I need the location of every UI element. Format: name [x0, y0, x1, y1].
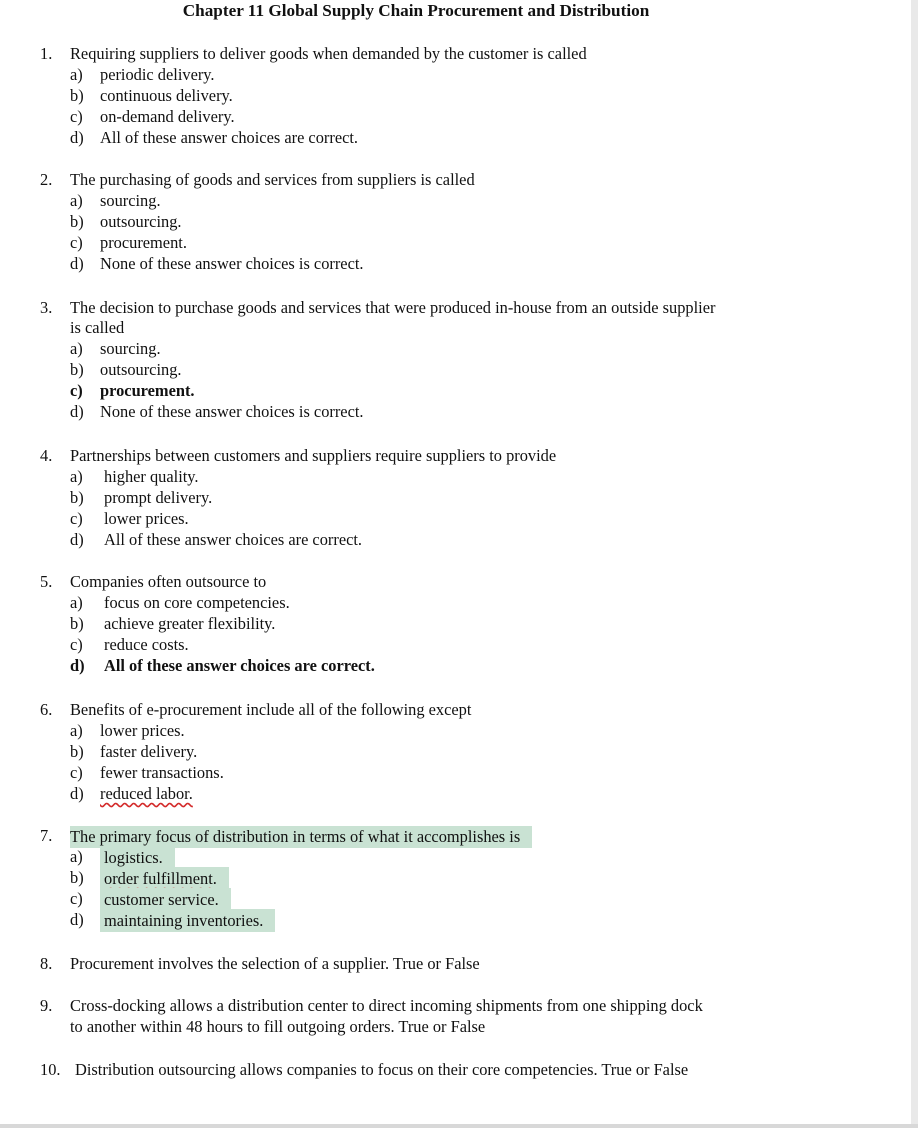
page-title: Chapter 11 Global Supply Chain Procurement and Distribution	[182, 1, 650, 20]
question-text: Requiring suppliers to deliver goods when demanded by the customer is called	[70, 44, 587, 63]
question-text-highlighted: The primary focus of distribution in terms of what it accomplishes is	[70, 826, 532, 848]
question-number: 5.	[40, 572, 53, 591]
highlighted-text: order fulfillment.	[100, 867, 229, 890]
question-text: Companies often outsource to	[70, 572, 267, 591]
question-text: Benefits of e-procurement include all of the following except	[70, 700, 472, 719]
question-number: 1.	[40, 44, 53, 63]
page-edge-right	[911, 0, 918, 1128]
question-number: 2.	[40, 170, 53, 189]
spellcheck-flagged-text: reduced labor.	[100, 784, 193, 803]
question-text: Distribution outsourcing allows companies to focus on their core competencies. True or False	[75, 1060, 689, 1079]
highlighted-text: logistics.	[100, 846, 175, 869]
document-page: Chapter 11 Global Supply Chain Procurement and Distribution 1. Requiring suppliers to deliver goods when demanded by the customer is called a) periodic delivery. b) continuous delivery. c) on-demand delivery. d) All of these answer choices are correct. 2. The purchasing of goods and services from suppliers is called a) sourcing. b) outsourcing. c) procurement. d) None of these answer choices is correct. 3. The decision to purchase goods and services that were produced in-house from an outside supplier is called a) sourcing. b) outsourcing. c) procurement. d) None of these answer choices is correct. 4. Partnerships between customers and suppliers require suppliers to provide a) higher quality. b) prompt delivery. c) lower prices. d) All of these answer choices are correct. 5. Companies often outsource to a) focus on core competencies. b) achieve greater flexibility. c) reduce costs. d) All of these answer choices are correct. 6. Benefits of e-procurement include all of the following except a) lower prices. b) faster delivery. c) fewer transactions. d) reduced labor. 7. The primary focus of distribution in terms of what it accomplishes is a) logistics. b) order fulfillment. c) customer service. d) maintaining inventories. 8. Procurement involves the selection of a supplier. True or False 9. Cross-docking allows a distribution center to direct incoming shipments from one shipping dock to another within 48 hours to fill outgoing orders. True or False 10. Distribution outsourcing allows companies to focus on their core competencies. True or False	[0, 0, 911, 1124]
page-edge-bottom	[0, 1124, 918, 1128]
question-text: The decision to purchase goods and services that were produced in-house from an outside supplier	[70, 298, 716, 317]
question-number: 9.	[40, 996, 53, 1015]
highlighted-text: customer service.	[100, 888, 231, 911]
question-number: 7.	[40, 826, 53, 845]
question-text: Cross-docking allows a distribution center to direct incoming shipments from one shipping dock	[70, 996, 703, 1015]
question-text-continued: to another within 48 hours to fill outgoing orders. True or False	[70, 1017, 486, 1036]
question-number: 8.	[40, 954, 53, 973]
question-number: 4.	[40, 446, 53, 465]
question-text: The purchasing of goods and services from suppliers is called	[70, 170, 475, 189]
question-number: 10.	[40, 1060, 61, 1079]
question-number: 6.	[40, 700, 53, 719]
question-text-continued: is called	[70, 318, 125, 337]
question-text: Partnerships between customers and suppliers require suppliers to provide	[70, 446, 557, 465]
highlighted-text: maintaining inventories.	[100, 909, 275, 932]
question-text: Procurement involves the selection of a supplier. True or False	[70, 954, 480, 973]
question-number: 3.	[40, 298, 53, 317]
